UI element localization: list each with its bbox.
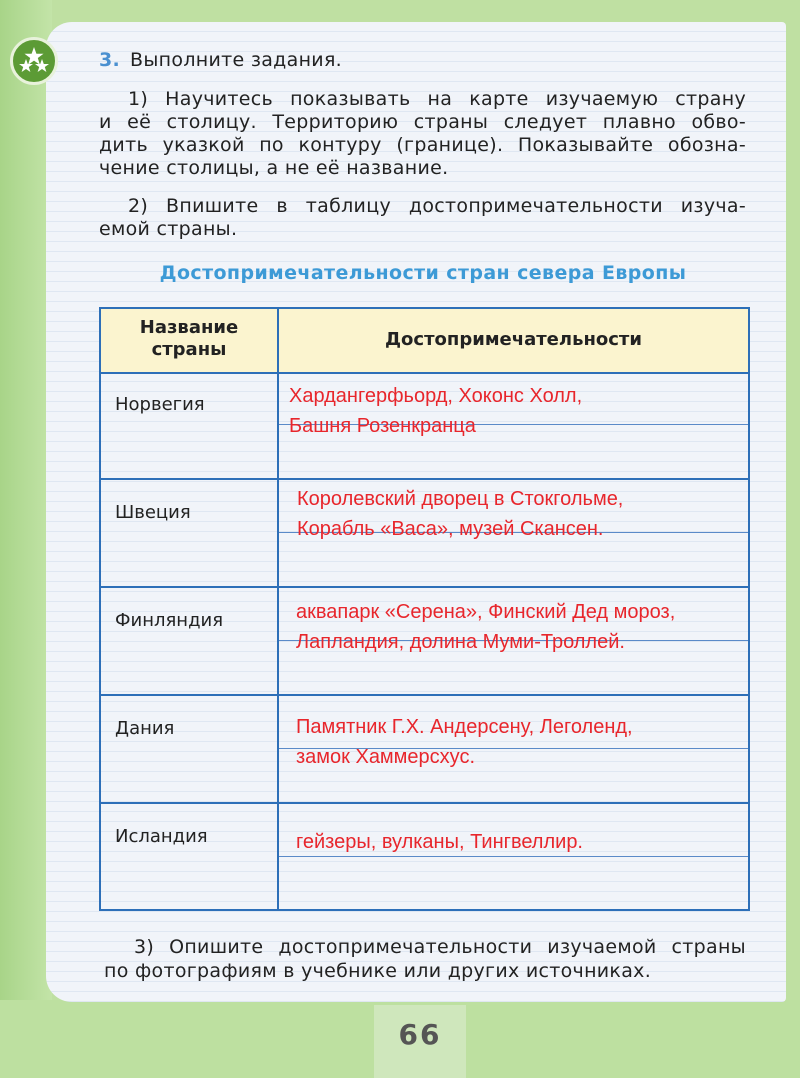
table-title: Достопримечательности стран севера Европы: [159, 262, 687, 284]
task-number: 3.: [99, 49, 121, 71]
answer-line: Хардангерфьорд, Хоконс Холл,: [289, 385, 583, 407]
task-item-1-line-1: 1) Научитесь показывать на карте изучаемую страну: [128, 88, 746, 110]
country-name: Швеция: [115, 502, 191, 523]
answer-text: [296, 597, 675, 657]
row-divider: [101, 478, 748, 480]
header-sights: Достопримечательности: [385, 329, 642, 350]
answer-line: аквапарк «Серена», Финский Дед мороз,: [296, 601, 676, 623]
country-name: Финляндия: [115, 610, 224, 631]
answer-text: [297, 484, 623, 544]
answer-line: гейзеры, вулканы, Тингвеллир.: [296, 831, 583, 853]
task-item-2-line-2: емой страны.: [99, 218, 238, 240]
header-country-line-2: страны: [151, 339, 227, 360]
row-divider: [101, 802, 748, 804]
task-item-3-line-2: по фотографиям в учебнике или других источниках.: [104, 960, 652, 982]
answer-line: Лапландия, долина Муми-Троллей.: [296, 631, 625, 653]
task-item-1-line-3: дить указкой по контуру (границе). Показывайте обозна-: [99, 134, 746, 156]
task-item-1-line-2: и её столицу. Территорию страны следует плавно обво-: [99, 111, 746, 133]
answer-text: [296, 827, 583, 857]
answer-line: Башня Розенкранца: [289, 415, 476, 437]
row-divider: [101, 586, 748, 588]
task-heading-text: Выполните задания.: [130, 49, 343, 71]
answer-line: Памятник Г.Х. Андерсену, Леголенд,: [296, 716, 633, 738]
three-stars-icon: [10, 37, 58, 85]
task-item-2-line-1: 2) Впишите в таблицу достопримечательности изуча-: [128, 195, 746, 217]
header-country: [101, 317, 277, 361]
row-divider: [101, 694, 748, 696]
country-name: Дания: [115, 718, 175, 739]
answer-text: [296, 712, 633, 772]
country-name: Норвегия: [115, 394, 205, 415]
task-heading: [99, 49, 342, 72]
task-item-1-line-4: чение столицы, а не её название.: [99, 157, 449, 179]
answer-line: замок Хаммерсхус.: [296, 746, 476, 768]
sights-table: [99, 307, 750, 911]
answer-line: Корабль «Васа», музей Скансен.: [297, 518, 604, 540]
column-divider: [277, 309, 279, 909]
answer-line: Королевский дворец в Стокгольме,: [297, 488, 624, 510]
answer-text: [289, 381, 582, 441]
page-number: 66: [398, 1018, 442, 1051]
header-country-line-1: Название: [139, 317, 239, 338]
task-item-3-line-1: 3) Опишите достопримечательности изучаемой страны: [134, 936, 746, 958]
left-decorative-strip: [0, 0, 52, 1078]
country-name: Исландия: [115, 826, 208, 847]
